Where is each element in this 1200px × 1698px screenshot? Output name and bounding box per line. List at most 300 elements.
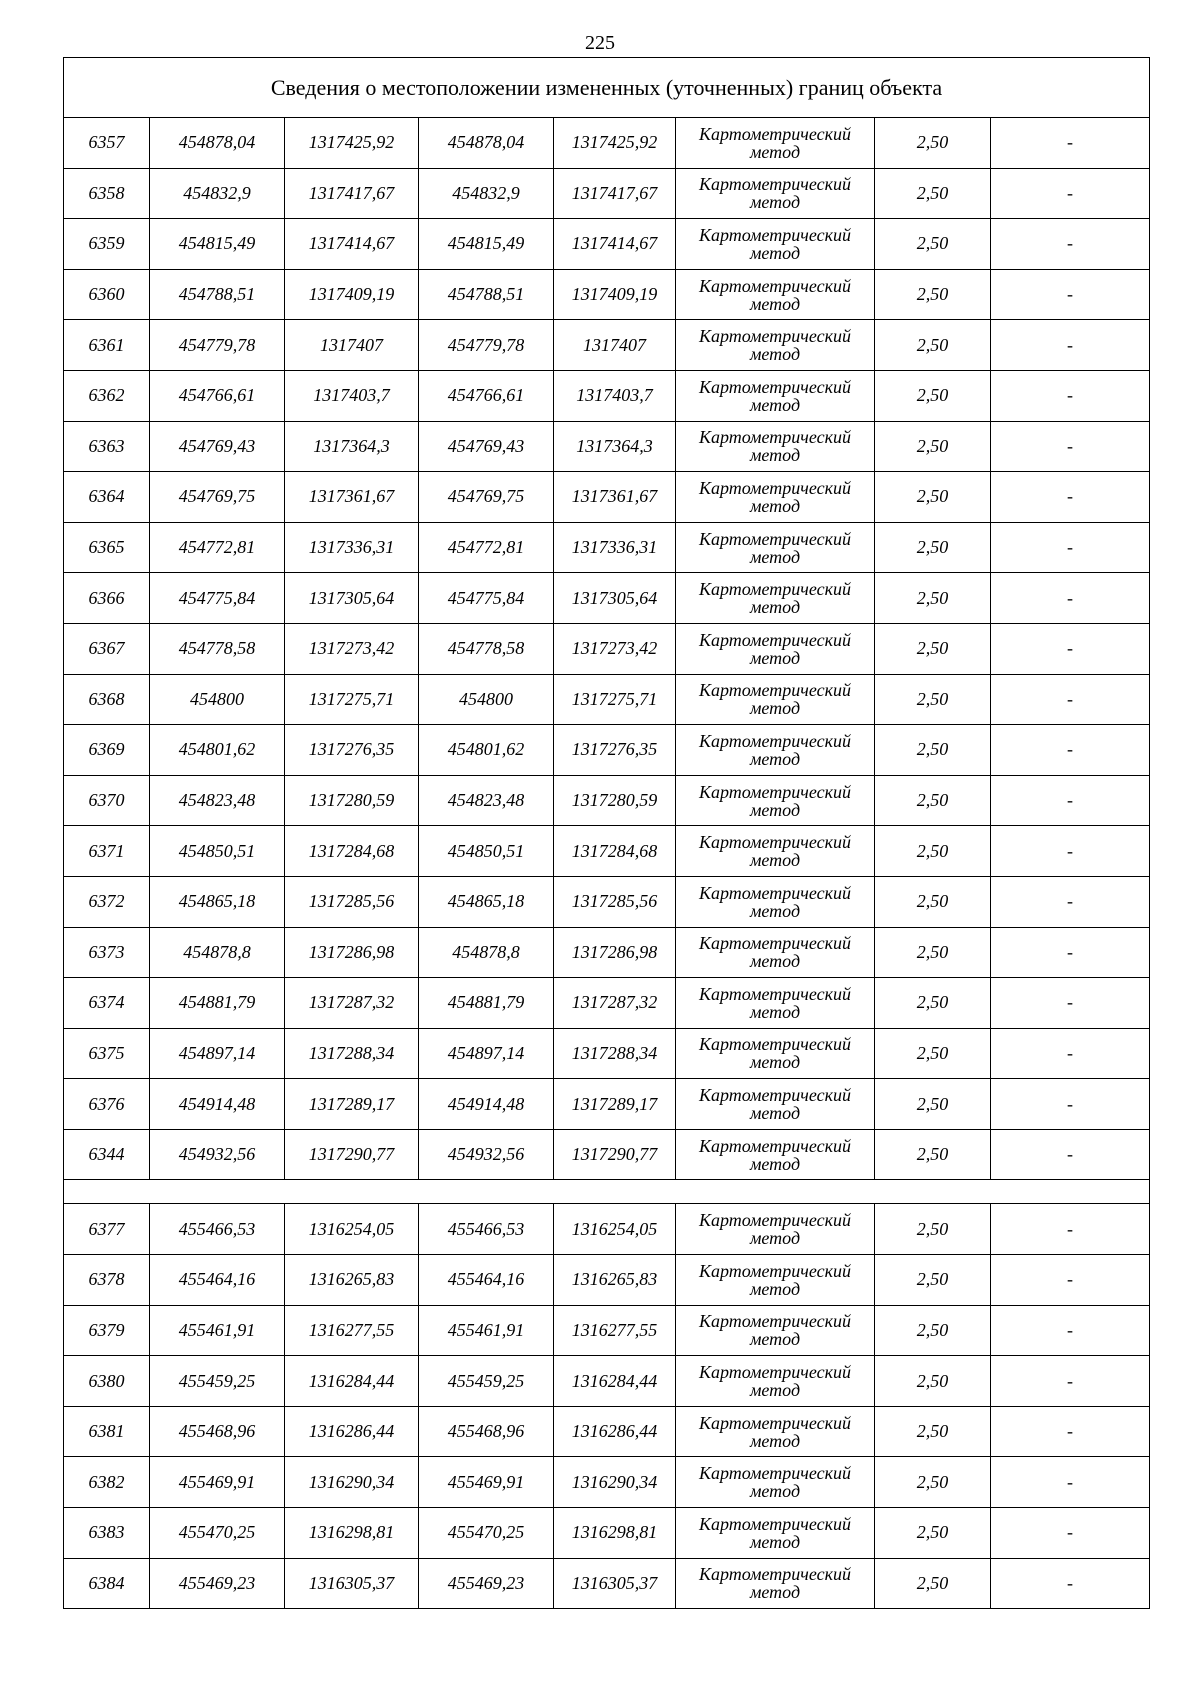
y-new-cell: 1316298,81	[554, 1508, 676, 1559]
method-line-2: метод	[749, 1103, 801, 1124]
x-existing-cell: 454788,51	[150, 269, 285, 320]
method-line-1: Картометрический	[698, 680, 851, 701]
y-new-cell: 1316284,44	[554, 1356, 676, 1407]
method-line-2: метод	[749, 495, 801, 516]
table-row	[64, 623, 1150, 674]
table-row	[64, 269, 1150, 320]
accuracy-cell: 2,50	[875, 1558, 991, 1609]
point-number-cell: 6375	[64, 1028, 150, 1079]
y-new-cell: 1317403,7	[554, 370, 676, 421]
description-cell: -	[991, 1204, 1150, 1255]
description-cell: -	[991, 168, 1150, 219]
table-row	[64, 1079, 1150, 1130]
accuracy-cell: 2,50	[875, 269, 991, 320]
y-new-cell: 1317417,67	[554, 168, 676, 219]
x-new-cell: 455461,91	[419, 1305, 554, 1356]
method-line-2: метод	[749, 344, 801, 365]
y-existing-cell: 1317414,67	[285, 219, 419, 270]
table-row	[64, 1129, 1150, 1180]
accuracy-cell: 2,50	[875, 168, 991, 219]
point-number-cell: 6344	[64, 1129, 150, 1180]
x-new-cell: 454772,81	[419, 522, 554, 573]
accuracy-cell: 2,50	[875, 1079, 991, 1130]
accuracy-cell: 2,50	[875, 623, 991, 674]
method-line-2: метод	[749, 1430, 801, 1451]
method-line-1: Картометрический	[698, 275, 851, 296]
table-body	[64, 58, 1150, 1609]
table-row	[64, 1406, 1150, 1457]
method-line-1: Картометрический	[698, 528, 851, 549]
x-existing-cell: 454778,58	[150, 623, 285, 674]
accuracy-cell: 2,50	[875, 421, 991, 472]
method-cell	[676, 1457, 875, 1508]
x-new-cell: 454878,8	[419, 927, 554, 978]
method-line-2: метод	[749, 597, 801, 618]
y-new-cell: 1317288,34	[554, 1028, 676, 1079]
method-line-1: Картометрический	[698, 933, 851, 954]
y-new-cell: 1317290,77	[554, 1129, 676, 1180]
description-cell: -	[991, 927, 1150, 978]
y-new-cell: 1317361,67	[554, 472, 676, 523]
description-cell: -	[991, 1305, 1150, 1356]
point-number-cell: 6380	[64, 1356, 150, 1407]
method-cell	[676, 978, 875, 1029]
accuracy-cell: 2,50	[875, 1204, 991, 1255]
x-new-cell: 455469,91	[419, 1457, 554, 1508]
description-cell: -	[991, 1028, 1150, 1079]
description-cell: -	[991, 1255, 1150, 1306]
y-existing-cell: 1317305,64	[285, 573, 419, 624]
method-line-1: Картометрический	[698, 174, 851, 195]
x-new-cell: 454878,04	[419, 118, 554, 169]
description-cell: -	[991, 1406, 1150, 1457]
method-line-2: метод	[749, 1228, 801, 1249]
method-cell	[676, 725, 875, 776]
point-number-cell: 6369	[64, 725, 150, 776]
x-new-cell: 454775,84	[419, 573, 554, 624]
y-new-cell: 1317287,32	[554, 978, 676, 1029]
point-number-cell: 6364	[64, 472, 150, 523]
method-cell	[676, 1356, 875, 1407]
x-new-cell: 454914,48	[419, 1079, 554, 1130]
y-new-cell: 1317414,67	[554, 219, 676, 270]
table-row	[64, 927, 1150, 978]
y-new-cell: 1317276,35	[554, 725, 676, 776]
description-cell: -	[991, 978, 1150, 1029]
point-number-cell: 6374	[64, 978, 150, 1029]
x-existing-cell: 454815,49	[150, 219, 285, 270]
method-line-1: Картометрический	[698, 326, 851, 347]
y-new-cell: 1316265,83	[554, 1255, 676, 1306]
method-cell	[676, 219, 875, 270]
method-cell	[676, 1508, 875, 1559]
method-line-1: Картометрический	[698, 1085, 851, 1106]
y-existing-cell: 1316305,37	[285, 1558, 419, 1609]
table-row	[64, 522, 1150, 573]
accuracy-cell: 2,50	[875, 1129, 991, 1180]
method-line-2: метод	[749, 1329, 801, 1350]
x-existing-cell: 454800	[150, 674, 285, 725]
x-new-cell: 454779,78	[419, 320, 554, 371]
y-new-cell: 1317280,59	[554, 775, 676, 826]
description-cell: -	[991, 1079, 1150, 1130]
point-number-cell: 6358	[64, 168, 150, 219]
x-existing-cell: 454878,04	[150, 118, 285, 169]
method-cell	[676, 674, 875, 725]
table-row	[64, 573, 1150, 624]
method-cell	[676, 320, 875, 371]
x-existing-cell: 455469,91	[150, 1457, 285, 1508]
method-cell	[676, 472, 875, 523]
y-existing-cell: 1317403,7	[285, 370, 419, 421]
y-existing-cell: 1317288,34	[285, 1028, 419, 1079]
method-cell	[676, 1558, 875, 1609]
point-number-cell: 6372	[64, 876, 150, 927]
accuracy-cell: 2,50	[875, 118, 991, 169]
x-new-cell: 454881,79	[419, 978, 554, 1029]
y-existing-cell: 1317285,56	[285, 876, 419, 927]
description-cell: -	[991, 674, 1150, 725]
y-existing-cell: 1317287,32	[285, 978, 419, 1029]
method-line-2: метод	[749, 951, 801, 972]
table-row	[64, 1028, 1150, 1079]
x-existing-cell: 455459,25	[150, 1356, 285, 1407]
x-existing-cell: 454865,18	[150, 876, 285, 927]
method-line-2: метод	[749, 1001, 801, 1022]
method-line-1: Картометрический	[698, 1463, 851, 1484]
description-cell: -	[991, 1508, 1150, 1559]
accuracy-cell: 2,50	[875, 1457, 991, 1508]
accuracy-cell: 2,50	[875, 472, 991, 523]
method-cell	[676, 269, 875, 320]
method-line-1: Картометрический	[698, 579, 851, 600]
description-cell: -	[991, 320, 1150, 371]
method-line-1: Картометрический	[698, 629, 851, 650]
table-row	[64, 320, 1150, 371]
y-existing-cell: 1317364,3	[285, 421, 419, 472]
x-existing-cell: 454881,79	[150, 978, 285, 1029]
point-number-cell: 6373	[64, 927, 150, 978]
description-cell: -	[991, 775, 1150, 826]
accuracy-cell: 2,50	[875, 573, 991, 624]
y-new-cell: 1316290,34	[554, 1457, 676, 1508]
method-line-2: метод	[749, 850, 801, 871]
method-line-1: Картометрический	[698, 882, 851, 903]
description-cell: -	[991, 472, 1150, 523]
point-number-cell: 6384	[64, 1558, 150, 1609]
method-line-1: Картометрический	[698, 1564, 851, 1585]
y-existing-cell: 1317361,67	[285, 472, 419, 523]
point-number-cell: 6357	[64, 118, 150, 169]
table-row	[64, 1356, 1150, 1407]
method-line-2: метод	[749, 1380, 801, 1401]
y-existing-cell: 1317289,17	[285, 1079, 419, 1130]
y-existing-cell: 1316265,83	[285, 1255, 419, 1306]
table-row	[64, 219, 1150, 270]
table-row	[64, 1508, 1150, 1559]
method-line-1: Картометрический	[698, 781, 851, 802]
point-number-cell: 6368	[64, 674, 150, 725]
method-cell	[676, 826, 875, 877]
y-new-cell: 1317336,31	[554, 522, 676, 573]
y-new-cell: 1317407	[554, 320, 676, 371]
description-cell: -	[991, 1129, 1150, 1180]
method-cell	[676, 775, 875, 826]
method-line-2: метод	[749, 900, 801, 921]
x-new-cell: 455468,96	[419, 1406, 554, 1457]
x-new-cell: 455464,16	[419, 1255, 554, 1306]
method-line-1: Картометрический	[698, 730, 851, 751]
x-existing-cell: 454769,43	[150, 421, 285, 472]
method-cell	[676, 623, 875, 674]
method-line-2: метод	[749, 293, 801, 314]
y-new-cell: 1317364,3	[554, 421, 676, 472]
point-number-cell: 6362	[64, 370, 150, 421]
x-new-cell: 455469,23	[419, 1558, 554, 1609]
method-line-2: метод	[749, 141, 801, 162]
x-existing-cell: 455464,16	[150, 1255, 285, 1306]
contour-separator-cell	[64, 1180, 1150, 1204]
point-number-cell: 6361	[64, 320, 150, 371]
x-new-cell: 454800	[419, 674, 554, 725]
y-new-cell: 1316254,05	[554, 1204, 676, 1255]
x-new-cell: 455470,25	[419, 1508, 554, 1559]
x-existing-cell: 454779,78	[150, 320, 285, 371]
x-existing-cell: 454878,8	[150, 927, 285, 978]
x-new-cell: 454823,48	[419, 775, 554, 826]
y-new-cell: 1317305,64	[554, 573, 676, 624]
y-new-cell: 1316305,37	[554, 1558, 676, 1609]
description-cell: -	[991, 1457, 1150, 1508]
y-new-cell: 1316286,44	[554, 1406, 676, 1457]
x-new-cell: 455459,25	[419, 1356, 554, 1407]
point-number-cell: 6367	[64, 623, 150, 674]
table-row	[64, 1305, 1150, 1356]
page-number: 225	[585, 32, 615, 54]
point-number-cell: 6366	[64, 573, 150, 624]
method-line-1: Картометрический	[698, 376, 851, 397]
y-existing-cell: 1317417,67	[285, 168, 419, 219]
x-new-cell: 455466,53	[419, 1204, 554, 1255]
method-line-2: метод	[749, 1582, 801, 1603]
table-row	[64, 370, 1150, 421]
description-cell: -	[991, 573, 1150, 624]
method-cell	[676, 927, 875, 978]
y-existing-cell: 1317336,31	[285, 522, 419, 573]
table-title: Сведения о местоположении измененных (уточненных) границ объекта	[64, 58, 1150, 118]
x-existing-cell: 454801,62	[150, 725, 285, 776]
y-new-cell: 1317289,17	[554, 1079, 676, 1130]
method-line-1: Картометрический	[698, 1210, 851, 1231]
y-existing-cell: 1316286,44	[285, 1406, 419, 1457]
accuracy-cell: 2,50	[875, 725, 991, 776]
point-number-cell: 6383	[64, 1508, 150, 1559]
point-number-cell: 6363	[64, 421, 150, 472]
x-new-cell: 454932,56	[419, 1129, 554, 1180]
x-existing-cell: 454766,61	[150, 370, 285, 421]
point-number-cell: 6365	[64, 522, 150, 573]
x-existing-cell: 454897,14	[150, 1028, 285, 1079]
method-line-2: метод	[749, 394, 801, 415]
method-line-2: метод	[749, 698, 801, 719]
method-line-2: метод	[749, 192, 801, 213]
method-line-2: метод	[749, 1052, 801, 1073]
method-line-2: метод	[749, 748, 801, 769]
y-new-cell: 1316277,55	[554, 1305, 676, 1356]
accuracy-cell: 2,50	[875, 1028, 991, 1079]
x-new-cell: 454815,49	[419, 219, 554, 270]
method-line-1: Картометрический	[698, 477, 851, 498]
x-new-cell: 454865,18	[419, 876, 554, 927]
method-cell	[676, 876, 875, 927]
x-new-cell: 454897,14	[419, 1028, 554, 1079]
method-line-2: метод	[749, 1481, 801, 1502]
table-row	[64, 725, 1150, 776]
method-line-1: Картометрический	[698, 1260, 851, 1281]
y-existing-cell: 1316284,44	[285, 1356, 419, 1407]
method-line-2: метод	[749, 1531, 801, 1552]
description-cell: -	[991, 269, 1150, 320]
description-cell: -	[991, 1558, 1150, 1609]
method-line-1: Картометрический	[698, 983, 851, 1004]
accuracy-cell: 2,50	[875, 826, 991, 877]
method-line-1: Картометрический	[698, 1412, 851, 1433]
x-existing-cell: 454775,84	[150, 573, 285, 624]
table-row	[64, 421, 1150, 472]
x-new-cell: 454801,62	[419, 725, 554, 776]
method-line-2: метод	[749, 647, 801, 668]
method-cell	[676, 421, 875, 472]
method-line-1: Картометрический	[698, 1311, 851, 1332]
table-row	[64, 978, 1150, 1029]
accuracy-cell: 2,50	[875, 775, 991, 826]
y-existing-cell: 1317273,42	[285, 623, 419, 674]
method-cell	[676, 1204, 875, 1255]
y-new-cell: 1317285,56	[554, 876, 676, 927]
method-cell	[676, 168, 875, 219]
x-existing-cell: 455461,91	[150, 1305, 285, 1356]
accuracy-cell: 2,50	[875, 1406, 991, 1457]
y-existing-cell: 1317286,98	[285, 927, 419, 978]
table-row	[64, 876, 1150, 927]
x-existing-cell: 454823,48	[150, 775, 285, 826]
x-new-cell: 454769,43	[419, 421, 554, 472]
description-cell: -	[991, 421, 1150, 472]
accuracy-cell: 2,50	[875, 927, 991, 978]
x-new-cell: 454788,51	[419, 269, 554, 320]
method-line-2: метод	[749, 445, 801, 466]
point-number-cell: 6371	[64, 826, 150, 877]
method-cell	[676, 1255, 875, 1306]
y-new-cell: 1317284,68	[554, 826, 676, 877]
x-existing-cell: 454772,81	[150, 522, 285, 573]
accuracy-cell: 2,50	[875, 674, 991, 725]
table-row	[64, 1204, 1150, 1255]
x-existing-cell: 454769,75	[150, 472, 285, 523]
y-existing-cell: 1317425,92	[285, 118, 419, 169]
point-number-cell: 6381	[64, 1406, 150, 1457]
method-cell	[676, 1406, 875, 1457]
accuracy-cell: 2,50	[875, 320, 991, 371]
point-number-cell: 6360	[64, 269, 150, 320]
method-line-2: метод	[749, 546, 801, 567]
accuracy-cell: 2,50	[875, 1508, 991, 1559]
description-cell: -	[991, 826, 1150, 877]
point-number-cell: 6382	[64, 1457, 150, 1508]
y-new-cell: 1317286,98	[554, 927, 676, 978]
table-row	[64, 674, 1150, 725]
y-existing-cell: 1317276,35	[285, 725, 419, 776]
point-number-cell: 6376	[64, 1079, 150, 1130]
accuracy-cell: 2,50	[875, 876, 991, 927]
method-line-1: Картометрический	[698, 832, 851, 853]
y-new-cell: 1317275,71	[554, 674, 676, 725]
method-cell	[676, 1028, 875, 1079]
y-existing-cell: 1317290,77	[285, 1129, 419, 1180]
method-line-1: Картометрический	[698, 123, 851, 144]
boundary-coordinates-table	[63, 57, 1150, 1609]
method-line-1: Картометрический	[698, 1513, 851, 1534]
point-number-cell: 6359	[64, 219, 150, 270]
y-existing-cell: 1317284,68	[285, 826, 419, 877]
y-existing-cell: 1317407	[285, 320, 419, 371]
x-new-cell: 454769,75	[419, 472, 554, 523]
y-existing-cell: 1317280,59	[285, 775, 419, 826]
y-existing-cell: 1317409,19	[285, 269, 419, 320]
description-cell: -	[991, 876, 1150, 927]
method-cell	[676, 522, 875, 573]
description-cell: -	[991, 522, 1150, 573]
table-row	[64, 1255, 1150, 1306]
point-number-cell: 6378	[64, 1255, 150, 1306]
y-new-cell: 1317409,19	[554, 269, 676, 320]
x-existing-cell: 454932,56	[150, 1129, 285, 1180]
table-row	[64, 1457, 1150, 1508]
method-line-1: Картометрический	[698, 427, 851, 448]
x-new-cell: 454778,58	[419, 623, 554, 674]
method-line-1: Картометрический	[698, 1034, 851, 1055]
accuracy-cell: 2,50	[875, 1305, 991, 1356]
description-cell: -	[991, 725, 1150, 776]
table-row	[64, 472, 1150, 523]
x-existing-cell: 455469,23	[150, 1558, 285, 1609]
method-line-2: метод	[749, 799, 801, 820]
description-cell: -	[991, 370, 1150, 421]
table-row	[64, 168, 1150, 219]
description-cell: -	[991, 118, 1150, 169]
accuracy-cell: 2,50	[875, 1356, 991, 1407]
method-line-1: Картометрический	[698, 1135, 851, 1156]
x-new-cell: 454832,9	[419, 168, 554, 219]
description-cell: -	[991, 219, 1150, 270]
point-number-cell: 6379	[64, 1305, 150, 1356]
accuracy-cell: 2,50	[875, 978, 991, 1029]
description-cell: -	[991, 623, 1150, 674]
method-cell	[676, 370, 875, 421]
y-new-cell: 1317273,42	[554, 623, 676, 674]
method-line-2: метод	[749, 242, 801, 263]
accuracy-cell: 2,50	[875, 1255, 991, 1306]
title-row	[64, 58, 1150, 118]
method-line-1: Картометрический	[698, 224, 851, 245]
x-existing-cell: 454850,51	[150, 826, 285, 877]
y-new-cell: 1317425,92	[554, 118, 676, 169]
table-row	[64, 118, 1150, 169]
method-cell	[676, 118, 875, 169]
method-line-1: Картометрический	[698, 1362, 851, 1383]
x-existing-cell: 454832,9	[150, 168, 285, 219]
method-cell	[676, 1129, 875, 1180]
